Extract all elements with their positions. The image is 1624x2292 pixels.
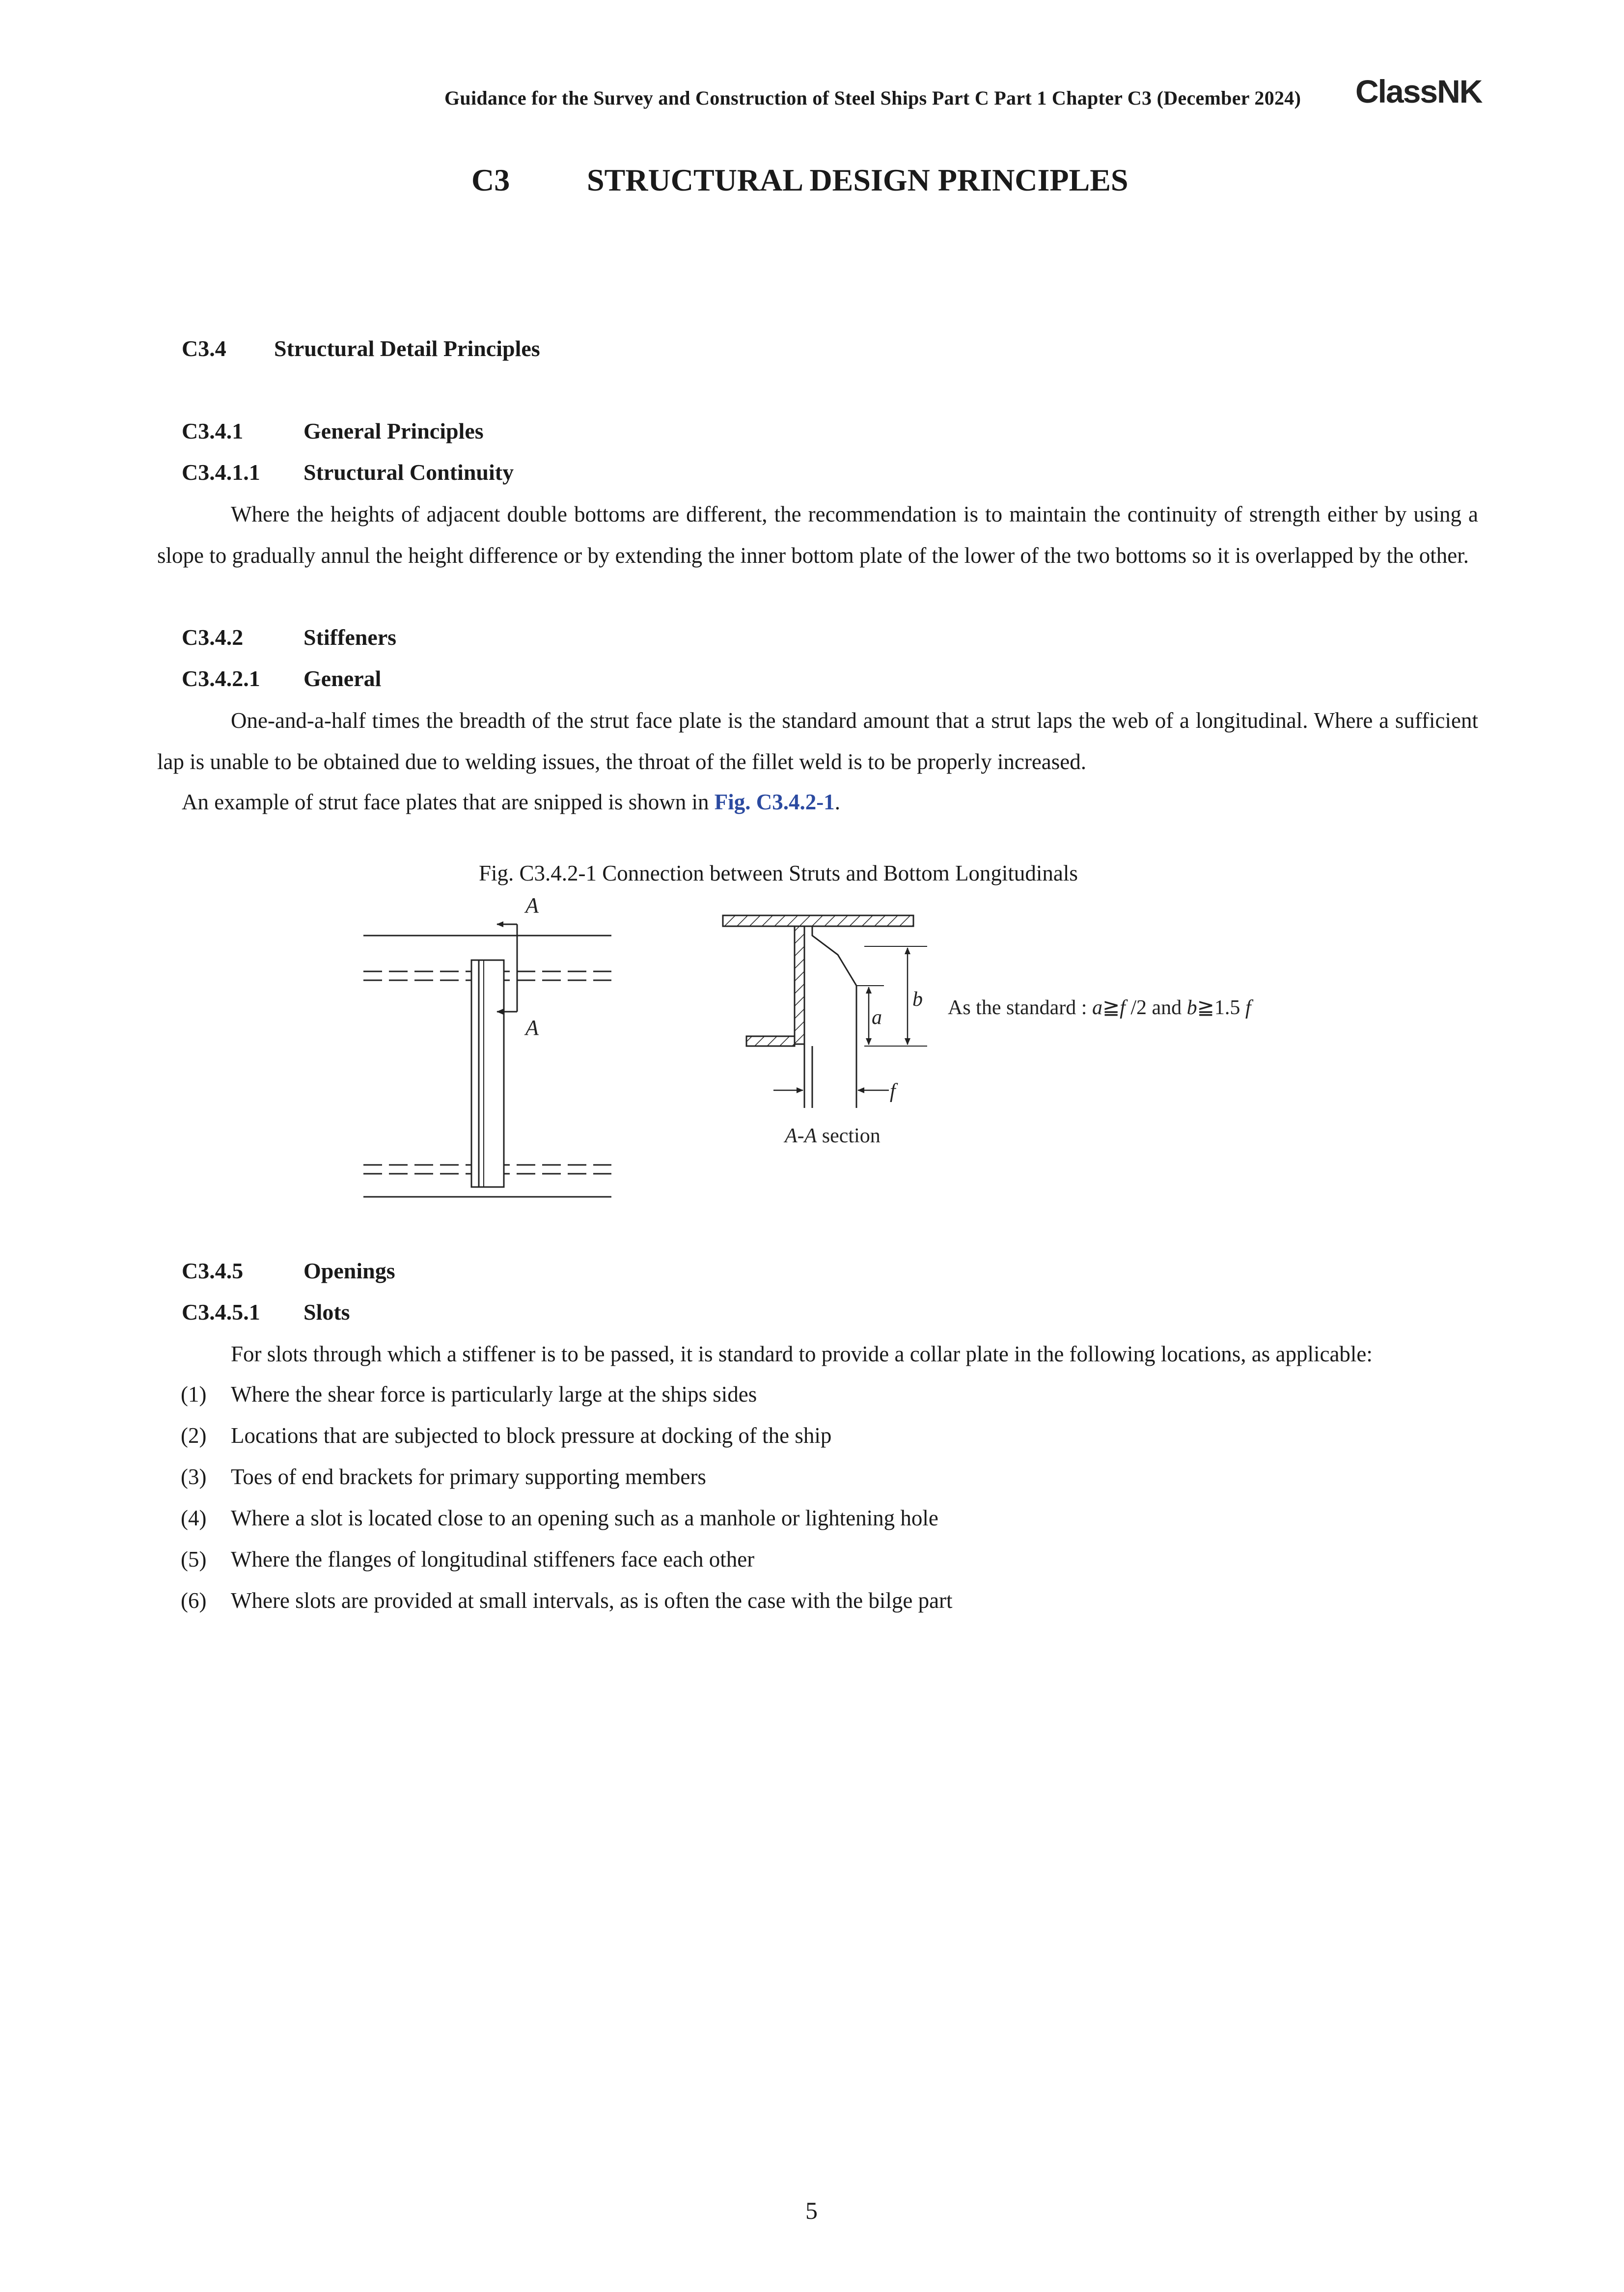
top-flange-plate bbox=[723, 915, 913, 926]
section-number-c3-4-2: C3.4.2 bbox=[182, 625, 244, 650]
standard-mid: /2 and bbox=[1125, 996, 1187, 1019]
dim-label-f: f bbox=[890, 1080, 896, 1103]
section-label-a-top: A bbox=[525, 893, 539, 917]
standard-prefix: As the standard : bbox=[948, 996, 1092, 1019]
section-view-drawing bbox=[723, 915, 927, 1108]
list-item: Where the flanges of longitudinal stiffeners face each other bbox=[231, 1547, 755, 1572]
standard-a: a bbox=[1092, 996, 1102, 1019]
paragraph-slots-intro: For slots through which a stiffener is to be passed, it is standard to provide a collar plate in the following locations, as applicable: bbox=[231, 1342, 1373, 1366]
section-number-c3-4-5-1: C3.4.5.1 bbox=[182, 1299, 260, 1325]
example-prefix: An example of strut face plates that are snipped is shown in bbox=[182, 790, 715, 814]
section-title-c3-4: Structural Detail Principles bbox=[274, 336, 540, 361]
chapter-number: C3 bbox=[471, 163, 510, 197]
list-item: Where a slot is located close to an opening such as a manhole or lightening hole bbox=[231, 1506, 938, 1530]
list-item: Where slots are provided at small intervals, as is often the case with the bilge part bbox=[231, 1588, 953, 1613]
section-title-c3-4-2: Stiffeners bbox=[303, 625, 397, 650]
strut-face-plate bbox=[471, 960, 504, 1187]
section-title-c3-4-1-1: Structural Continuity bbox=[303, 460, 514, 485]
standard-b: b bbox=[1186, 996, 1197, 1019]
list-item-number: (2) bbox=[181, 1423, 207, 1448]
snipped-strut-face-plate bbox=[812, 926, 856, 1108]
standard-value: 1.5 bbox=[1214, 996, 1245, 1019]
paragraph-stiffener-general: One-and-a-half times the breadth of the strut face plate is the standard amount that a strut laps the web of a longitudinal. Where a sufficient lap is unable to be obtained due to welding issues, the throat of the fillet weld is to be properly increased. bbox=[157, 708, 1478, 774]
section-number-c3-4-1-1: C3.4.1.1 bbox=[182, 460, 260, 485]
standard-f-2: f bbox=[1245, 996, 1251, 1019]
list-item: Locations that are subjected to block pressure at docking of the ship bbox=[231, 1423, 832, 1448]
list-item-number: (4) bbox=[181, 1506, 207, 1530]
example-suffix: . bbox=[834, 790, 840, 814]
section-title-c3-4-5: Openings bbox=[303, 1258, 395, 1283]
classnk-logo: ClassNK bbox=[1355, 73, 1482, 110]
section-title-c3-4-1: General Principles bbox=[303, 418, 484, 443]
section-label-rest: section bbox=[817, 1125, 881, 1147]
standard-ge-2: ≧ bbox=[1197, 996, 1214, 1019]
figure-caption: Fig. C3.4.2-1 Connection between Struts and Bottom Longitudinals bbox=[479, 861, 1078, 885]
section-title-c3-4-5-1: Slots bbox=[303, 1299, 350, 1325]
section-view-label bbox=[783, 1125, 881, 1147]
standard-ge-1: ≧ bbox=[1102, 996, 1120, 1019]
section-label-italic: A-A bbox=[785, 1125, 817, 1147]
chapter-title: STRUCTURAL DESIGN PRINCIPLES bbox=[587, 163, 1129, 197]
section-number-c3-4-2-1: C3.4.2.1 bbox=[182, 666, 260, 691]
standard-formula bbox=[948, 996, 1254, 1019]
section-number-c3-4: C3.4 bbox=[182, 336, 226, 361]
section-number-c3-4-1: C3.4.1 bbox=[182, 418, 244, 443]
list-item-number: (6) bbox=[181, 1588, 207, 1613]
running-header: Guidance for the Survey and Construction of Steel Ships Part C Part 1 Chapter C3 (December 2024) bbox=[444, 87, 1301, 109]
page-number: 5 bbox=[805, 2197, 818, 2224]
list-item-number: (5) bbox=[181, 1547, 207, 1572]
section-label-a-bottom: A bbox=[525, 1016, 539, 1040]
standard-f-1: f bbox=[1120, 996, 1126, 1019]
dim-label-a: a bbox=[872, 1006, 882, 1029]
bottom-flange-plate bbox=[746, 1036, 795, 1046]
list-item-number: (1) bbox=[181, 1382, 207, 1407]
figure-reference-link[interactable]: Fig. C3.4.2-1 bbox=[714, 790, 835, 814]
list-item: Toes of end brackets for primary supporting members bbox=[231, 1464, 706, 1489]
list-item-number: (3) bbox=[181, 1464, 207, 1489]
paragraph-structural-continuity: Where the heights of adjacent double bottoms are different, the recommendation is to maintain the continuity of strength either by using a slope to gradually annul the height difference or by extending the inner bottom plate of the lower of the two bottoms so it is overlapped by the other. bbox=[157, 502, 1478, 568]
plan-view-drawing bbox=[363, 924, 611, 1197]
section-number-c3-4-5: C3.4.5 bbox=[182, 1258, 244, 1283]
section-title-c3-4-2-1: General bbox=[303, 666, 382, 691]
longitudinal-web-plate bbox=[795, 926, 804, 1044]
list-item: Where the shear force is particularly large at the ships sides bbox=[231, 1382, 757, 1407]
dim-label-b: b bbox=[912, 988, 923, 1011]
